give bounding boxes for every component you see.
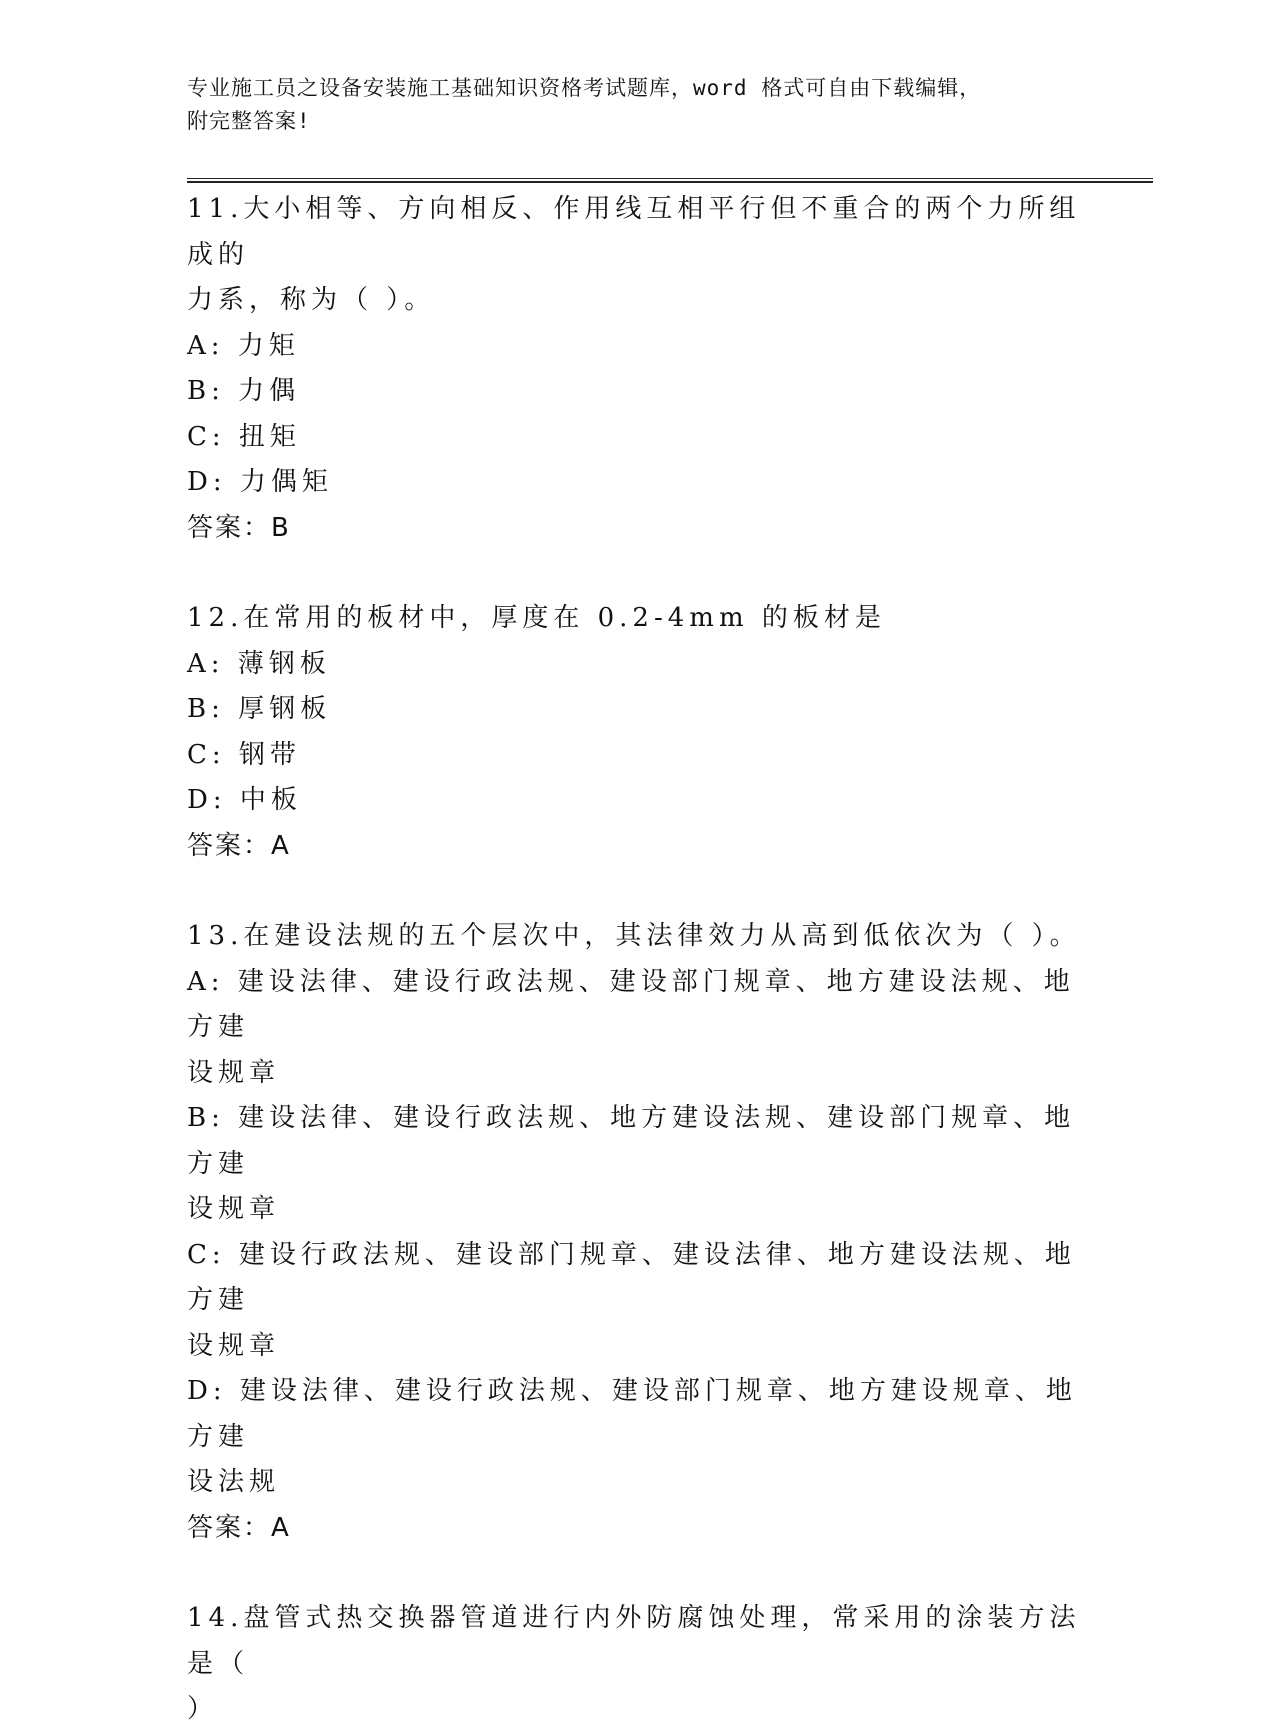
question-stem: 力系，称为（ ）。 — [187, 285, 436, 315]
answer-line: 答案：B — [187, 512, 291, 543]
option-line: 设法规 — [187, 1467, 281, 1497]
option-line: B: 建设法律、建设行政法规、地方建设法规、建设部门规章、地方建 — [187, 1103, 1076, 1179]
option-line: A: 薄钢板 — [187, 648, 331, 679]
question-list — [187, 187, 1087, 1733]
question-block — [187, 914, 1087, 1551]
option-line: 设规章 — [187, 1057, 281, 1088]
option-line: A: 建设法律、建设行政法规、建设部门规章、地方建设法规、地方建 — [187, 966, 1075, 1042]
option-line: B: 力偶 — [187, 376, 301, 406]
option-line: B: 厚钢板 — [187, 694, 332, 724]
question-stem: 14.盘管式热交换器管道进行内外防腐蚀处理，常采用的涂装方法是（ — [187, 1603, 1081, 1679]
question-block — [187, 596, 1087, 869]
answer-line: 答案：A — [187, 1512, 291, 1543]
question-stem: 11.大小相等、方向相反、作用线互相平行但不重合的两个力所组成的 — [187, 194, 1081, 270]
option-line: C: 建设行政法规、建设部门规章、建设法律、地方建设法规、地方建 — [187, 1239, 1076, 1315]
question-spacer — [187, 1551, 1087, 1596]
question-block — [187, 1596, 1087, 1733]
option-line: D: 建设法律、建设行政法规、建设部门规章、地方建设规章、地方建 — [187, 1376, 1077, 1452]
question-spacer — [187, 869, 1087, 914]
option-line: C: 扭矩 — [187, 421, 301, 452]
option-line: C: 钢带 — [187, 739, 301, 770]
option-line: A: 力矩 — [187, 330, 300, 361]
option-line: D: 中板 — [187, 785, 302, 815]
header-line-1: 专业施工员之设备安装施工基础知识资格考试题库，word 格式可自由下载编辑， — [187, 76, 982, 100]
question-spacer — [187, 551, 1087, 596]
question-stem: 12.在常用的板材中，厚度在 0.2-4mm 的板材是 — [187, 603, 886, 633]
question-block — [187, 187, 1087, 551]
option-line: 设规章 — [187, 1194, 281, 1224]
question-stem: ） — [187, 1694, 219, 1724]
option-line: D: 力偶矩 — [187, 467, 333, 497]
header-divider — [187, 178, 1153, 183]
question-stem: 13.在建设法规的五个层次中，其法律效力从高到低依次为（ ）。 — [187, 921, 1081, 951]
option-line: 设规章 — [187, 1330, 281, 1361]
header-line-2: 附完整答案! — [187, 109, 311, 133]
document-header — [187, 72, 1087, 138]
answer-line: 答案：A — [187, 830, 291, 861]
